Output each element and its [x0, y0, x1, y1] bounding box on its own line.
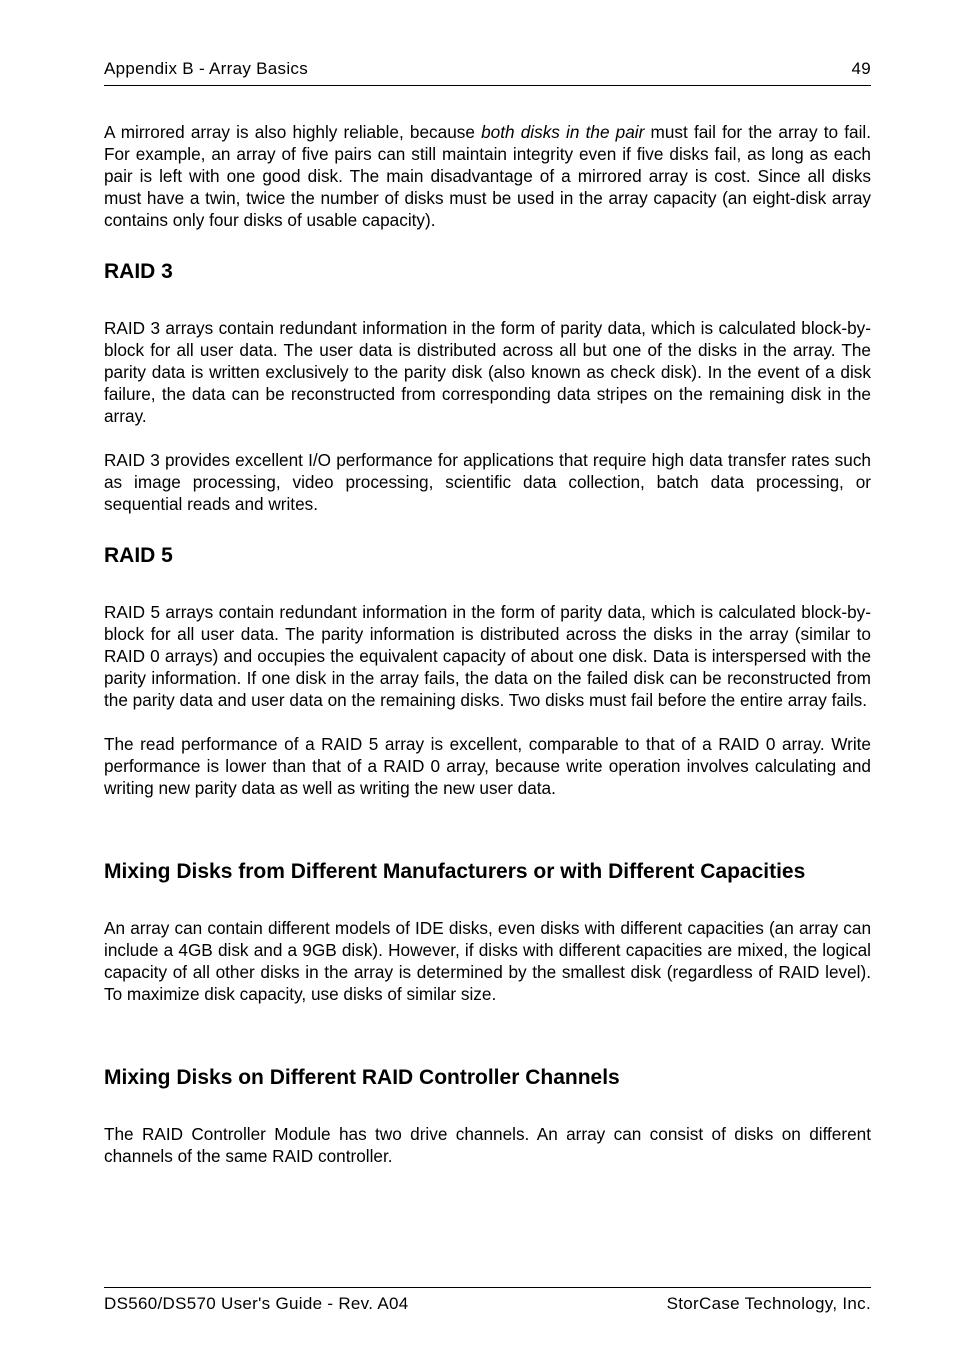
raid5-paragraph-2: The read performance of a RAID 5 array is excellent, comparable to that of a RAID 0 array. Write performance is lower than that of a RAID 0 array, because write operation involves calculating and writing new parity data as well as writing the new user data. [104, 734, 871, 798]
intro-paragraph [104, 121, 871, 231]
page-footer [104, 1287, 871, 1320]
footer-guide-title: DS560/DS570 User's Guide - Rev. A04 [104, 1294, 409, 1313]
page-number: 49 [851, 59, 871, 78]
page-header [104, 57, 871, 86]
raid5-heading: RAID 5 [104, 544, 173, 567]
raid3-paragraph-2: RAID 3 provides excellent I/O performance for applications that require high data transfer rates such as image processing, video processing, scientific data collection, batch data processing, or sequential reads and writes. [104, 450, 871, 514]
mixing-channels-heading: Mixing Disks on Different RAID Controller Channels [104, 1066, 620, 1089]
footer-company: StorCase Technology, Inc. [666, 1294, 871, 1313]
intro-emphasis: both disks in the pair [481, 122, 645, 142]
intro-text-a: A mirrored array is also highly reliable, because [104, 122, 482, 142]
raid3-heading: RAID 3 [104, 260, 173, 283]
raid3-paragraph-1: RAID 3 arrays contain redundant information in the form of parity data, which is calculated block-by-block for all user data. The user data is distributed across all but one of the disks in the array. The parity data is written exclusively to the parity disk (also known as check disk). In the event of a disk failure, the data can be reconstructed from corresponding data stripes on the remaining disk in the array. [104, 318, 871, 426]
mixing-channels-paragraph: The RAID Controller Module has two drive channels. An array can consist of disks on different channels of the same RAID controller. [104, 1124, 871, 1166]
header-title: Appendix B - Array Basics [104, 59, 309, 78]
raid5-paragraph-1: RAID 5 arrays contain redundant information in the form of parity data, which is calculated block-by-block for all user data. The parity information is distributed across the disks in the array (similar to RAID 0 arrays) and occupies the equivalent capacity of about one disk. Data is interspersed with the parity information. If one disk in the array fails, the data on the failed disk can be reconstructed from the parity data and user data on the remaining disks. Two disks must fail before the entire array fails. [104, 602, 871, 710]
document-page [104, 0, 871, 1369]
page-content [104, 121, 871, 1167]
mixing-manufacturers-paragraph: An array can contain different models of IDE disks, even disks with different capacities (an array can include a 4GB disk and a 9GB disk). However, if disks with different capacities are mixed, the logical capacity of all other disks in the array is determined by the smallest disk (regardless of RAID level). To maximize disk capacity, use disks of similar size. [104, 918, 871, 1004]
mixing-manufacturers-heading: Mixing Disks from Different Manufacturers or with Different Capacities [104, 860, 806, 883]
intro-text-b: must fail for the array to fail. For example, an array of five pairs can still maintain integrity even if five disks fail, as long as each pair is left with one good disk. The main disadvantage of a mirrored array is cost. Since all disks must have a twin, twice the number of disks must be used in the array capacity (an eight-disk array contains only four disks of usable capacity). [104, 122, 871, 230]
